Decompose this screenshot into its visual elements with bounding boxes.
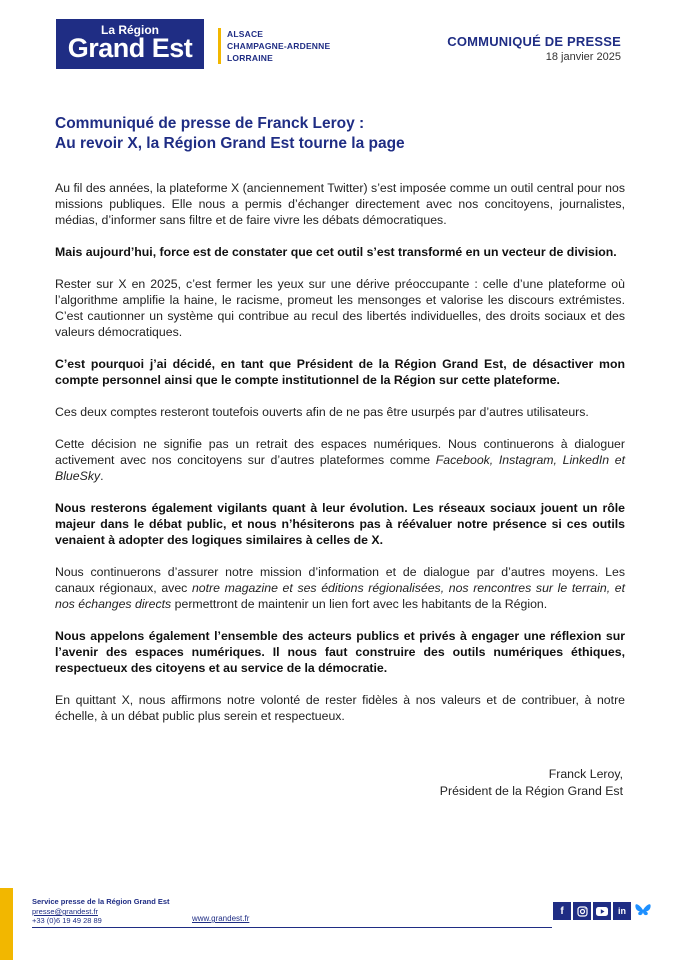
paragraph-10: En quittant X, nous affirmons notre volonté de rester fidèles à nos valeurs et de contribuer, à notre échelle, à un débat public plus serein et respectueux. <box>55 693 625 723</box>
paragraph-3: Rester sur X en 2025, c’est fermer les yeux sur une dérive préoccupante : celle d’une plateforme où l’algorithme amplifie la haine, le racisme, promeut les mensonges et valorise les discours extrémistes. C’est cautionner un système qui contribue au recul des libertés individuelles, des droits sociaux et des valeurs démocratiques. <box>55 277 625 339</box>
linkedin-icon[interactable]: in <box>613 902 631 920</box>
press-release-body <box>55 180 625 740</box>
footer-divider <box>32 927 552 928</box>
footer-accent-bar <box>0 888 13 960</box>
paragraph-8 <box>55 564 625 612</box>
footer-service: Service presse de la Région Grand Est <box>32 897 170 906</box>
channel-list: notre magazine et ses éditions régionalisées, nos rencontres sur le terrain, et nos échanges directs <box>55 581 625 611</box>
signature-title: Président de la Région Grand Est <box>439 784 623 798</box>
region-champagne-ardenne: CHAMPAGNE-ARDENNE <box>227 41 331 51</box>
headline <box>55 114 615 154</box>
region-logo <box>56 19 204 69</box>
paragraph-1: Au fil des années, la plateforme X (anciennement Twitter) s’est imposée comme un outil central pour nos missions publiques. Elle nous a permis d’échanger directement avec nos concitoyens, journalistes, médias, d’informer sans filtre et de faire vivre les débats démocratiques. <box>55 181 625 227</box>
headline-line-2: Au revoir X, la Région Grand Est tourne la page <box>55 135 405 152</box>
region-list <box>227 28 330 64</box>
footer-phone: +33 (0)6 19 49 28 89 <box>32 916 102 925</box>
logo-line-2: Grand Est <box>67 33 193 63</box>
document-type: COMMUNIQUÉ DE PRESSE <box>447 34 621 49</box>
bluesky-icon[interactable] <box>633 902 653 920</box>
paragraph-2: Mais aujourd’hui, force est de constater que cet outil s’est transformé en un vecteur de division. <box>55 245 617 259</box>
logo-line-1: La Région <box>100 23 159 37</box>
facebook-icon[interactable]: f <box>553 902 571 920</box>
social-links <box>553 902 653 920</box>
paragraph-9: Nous appelons également l’ensemble des acteurs publics et privés à engager une réflexion sur l’avenir des espaces numériques. Il nous faut construire des outils numériques éthiques, respectueux des citoyens et au service de la démocratie. <box>55 629 625 675</box>
paragraph-4: C’est pourquoi j’ai décidé, en tant que Président de la Région Grand Est, de désactiver mon compte personnel ainsi que le compte institutionnel de la Région sur cette plateforme. <box>55 357 625 387</box>
headline-line-1: Communiqué de presse de Franck Leroy : <box>55 115 365 132</box>
paragraph-8-end: permettront de maintenir un lien fort avec les habitants de la Région. <box>171 597 548 611</box>
paragraph-6 <box>55 436 625 484</box>
signature-name: Franck Leroy, <box>548 767 623 781</box>
signature <box>440 766 623 800</box>
paragraph-6-end: . <box>100 469 104 483</box>
paragraph-6-text: Cette décision ne signifie pas un retrait des espaces numériques. Nous continuerons à dialoguer activement avec nos concitoyens sur d’autres plateformes comme <box>55 437 625 467</box>
platform-list: Facebook, Instagram, LinkedIn et BlueSky <box>55 453 626 483</box>
paragraph-8-text: Nous continuerons d’assurer notre mission d’information et de dialogue par d’autres moyens. Les canaux régionaux, avec <box>55 565 625 595</box>
document-date: 18 janvier 2025 <box>545 51 621 63</box>
instagram-icon[interactable] <box>573 902 591 920</box>
footer-email-link[interactable]: presse@grandest.fr <box>32 907 98 916</box>
region-lorraine: LORRAINE <box>227 53 273 63</box>
logo-accent-bar <box>218 28 221 64</box>
paragraph-7: Nous resterons également vigilants quant à leur évolution. Les réseaux sociaux jouent un rôle majeur dans le débat public, et nous n’hésiterons pas à réévaluer notre présence si ces outils venaient à adopter des logiques similaires à celles de X. <box>55 501 625 547</box>
youtube-icon[interactable] <box>593 902 611 920</box>
footer-website-link[interactable]: www.grandest.fr <box>192 914 250 923</box>
region-alsace: ALSACE <box>227 29 264 39</box>
paragraph-5: Ces deux comptes resteront toutefois ouverts afin de ne pas être usurpés par d’autres utilisateurs. <box>55 405 589 419</box>
